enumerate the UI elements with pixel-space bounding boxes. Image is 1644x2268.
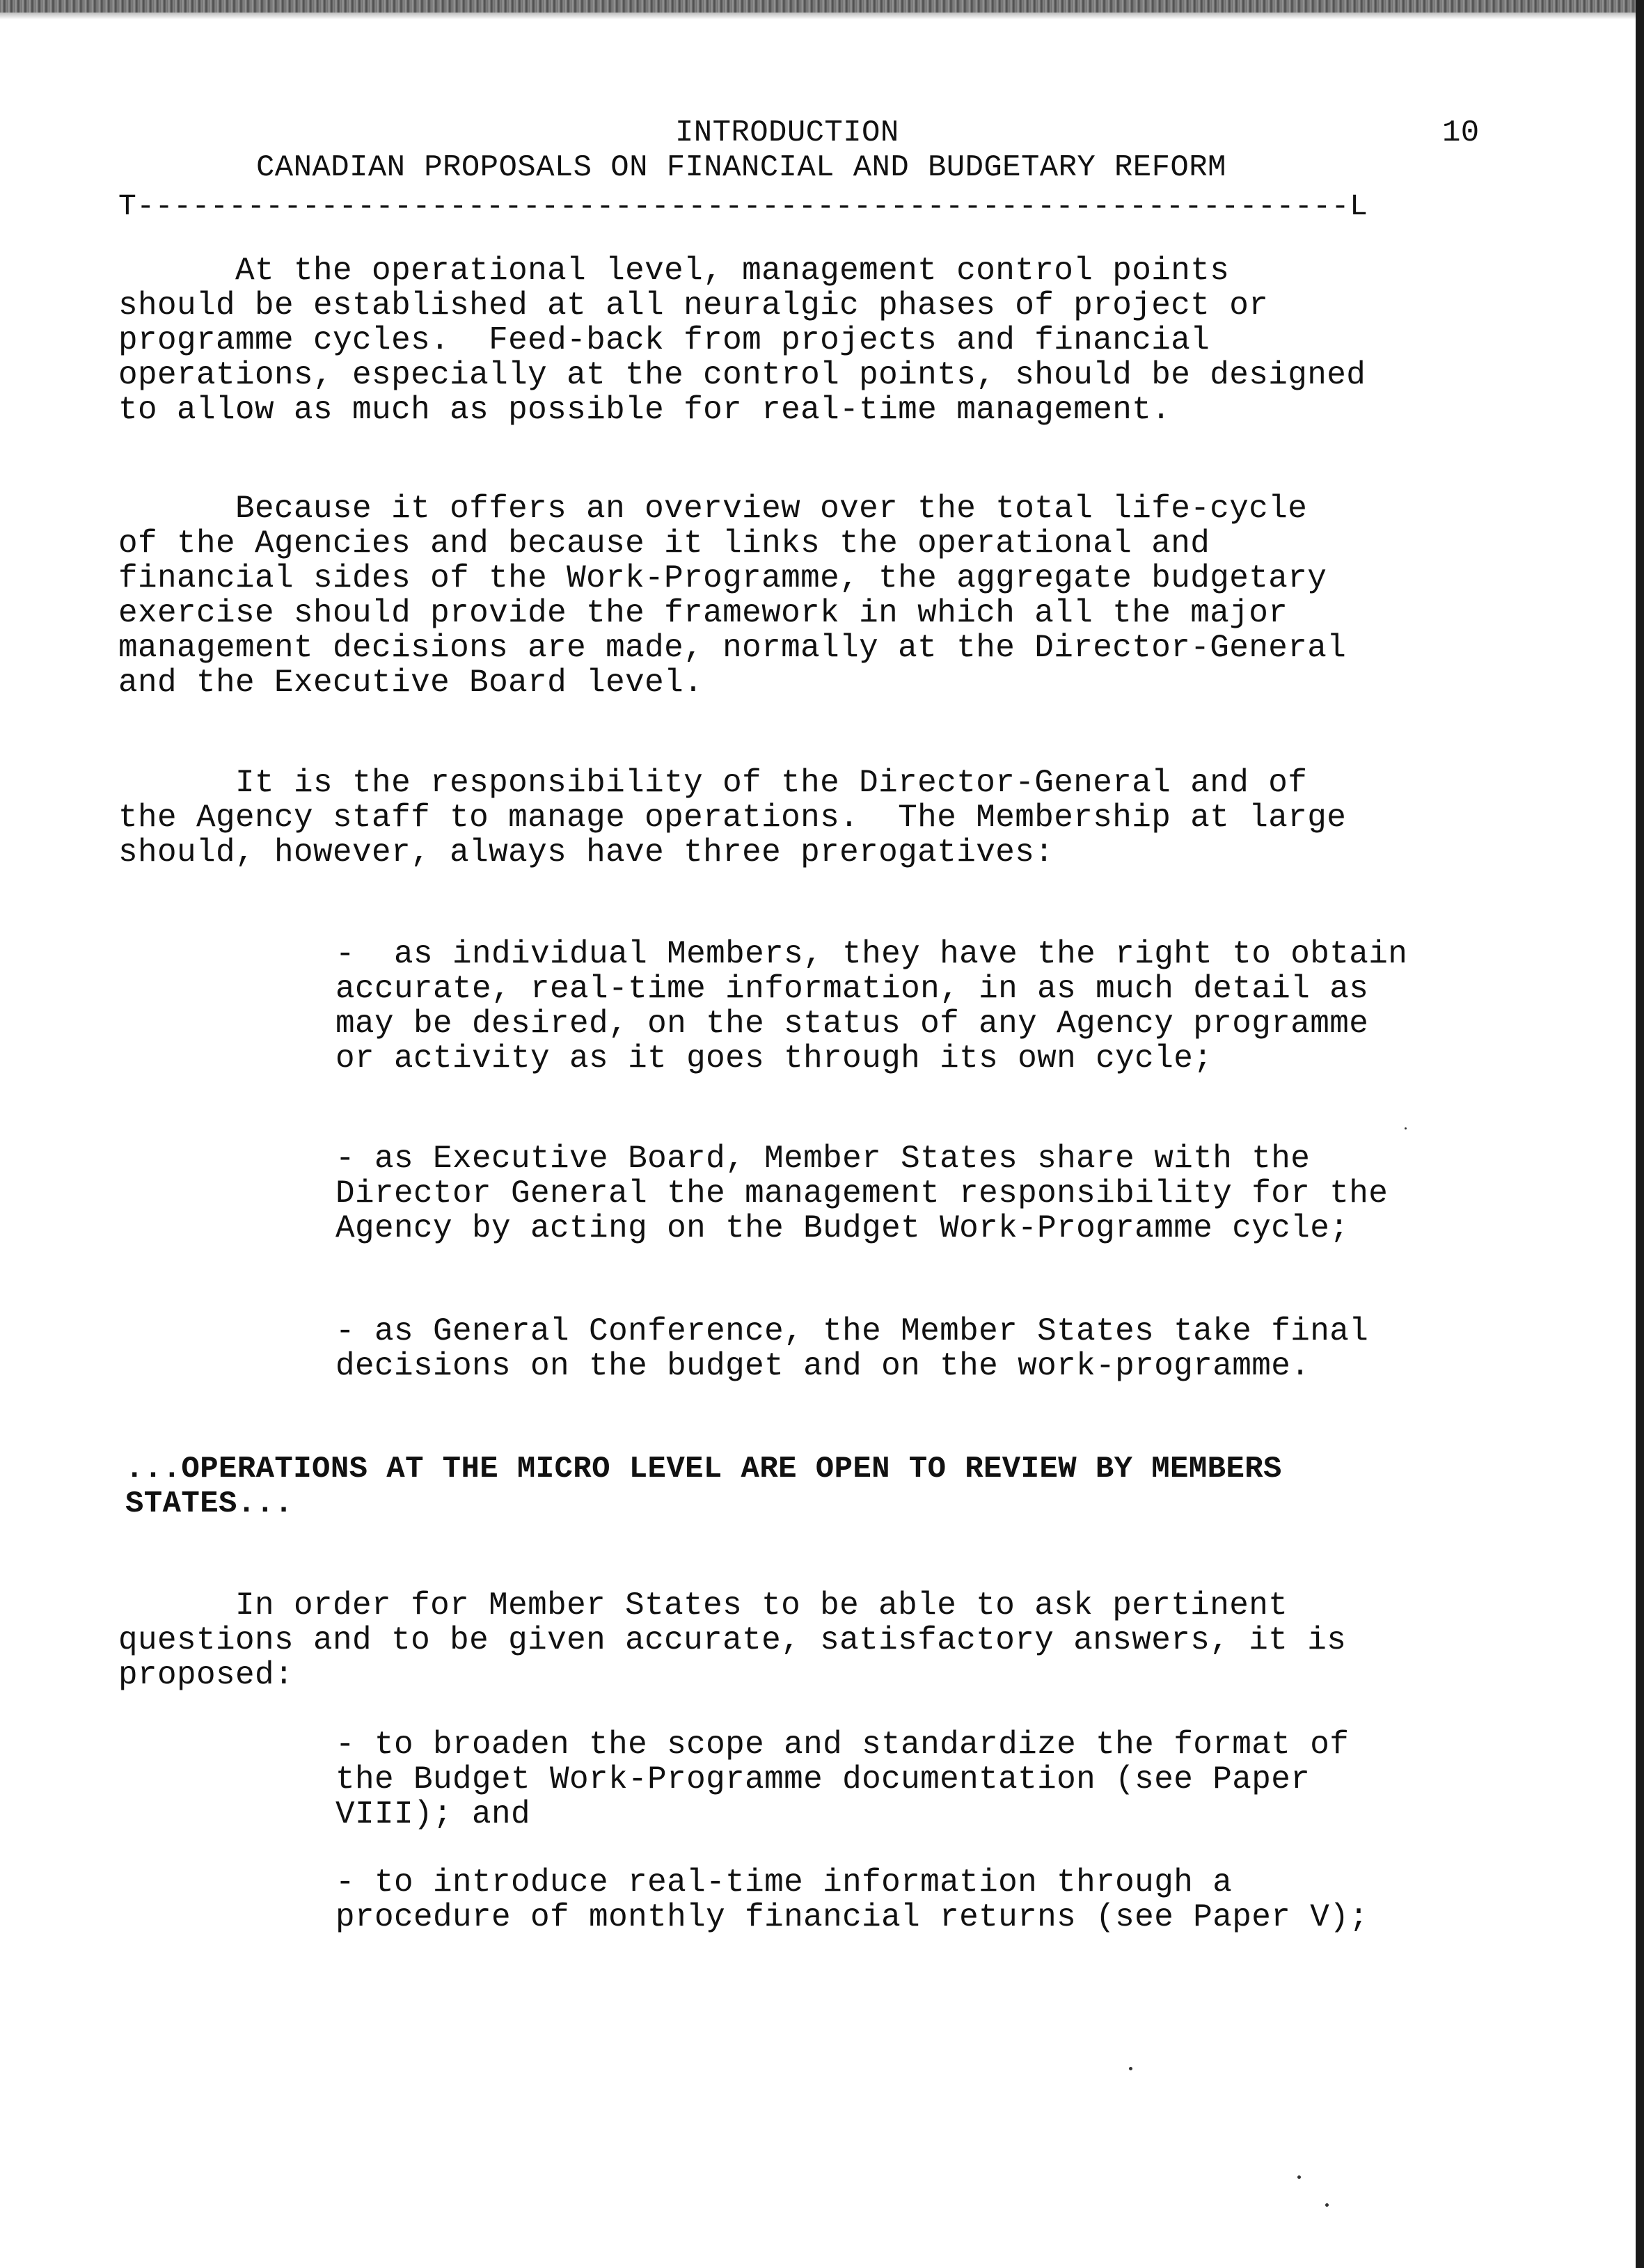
text-line: At the operational level, management control points <box>118 253 1230 289</box>
text-line: accurate, real-time information, in as much detail as <box>335 971 1369 1007</box>
text-line: or activity as it goes through its own cycle; <box>335 1040 1213 1077</box>
scan-speck <box>1325 2203 1329 2207</box>
text-line: the Budget Work-Programme documentation (see Paper <box>335 1761 1311 1798</box>
text-line: operations, especially at the control points, should be designed <box>118 357 1366 393</box>
scan-speck <box>1297 2175 1301 2179</box>
text-line: questions and to be given accurate, satisfactory answers, it is <box>118 1622 1347 1658</box>
text-line: - to introduce real-time information through a <box>335 1864 1233 1901</box>
text-line: In order for Member States to be able to ask pertinent <box>118 1587 1288 1624</box>
text-line: may be desired, on the status of any Agency programme <box>335 1006 1369 1042</box>
page-subtitle: CANADIAN PROPOSALS ON FINANCIAL AND BUDGETARY REFORM <box>256 150 1226 185</box>
header-rule: T------------------------------------------------------------------L <box>118 189 1368 223</box>
text-line: - to broaden the scope and standardize the format of <box>335 1727 1350 1763</box>
text-line: procedure of monthly financial returns (see Paper V); <box>335 1899 1369 1935</box>
text-line: decisions on the budget and on the work-programme. <box>335 1348 1311 1384</box>
page-title: INTRODUCTION <box>675 116 899 150</box>
text-line: should, however, always have three prerogatives: <box>118 834 1054 871</box>
text-line: of the Agencies and because it links the operational and <box>118 525 1210 562</box>
text-line: VIII); and <box>335 1796 531 1832</box>
text-line: programme cycles. Feed-back from projects and financial <box>118 322 1210 358</box>
text-line: proposed: <box>118 1657 294 1693</box>
heading-line: STATES... <box>125 1486 294 1521</box>
text-line: management decisions are made, normally at the Director-General <box>118 630 1347 666</box>
text-line: Director General the management responsibility for the <box>335 1175 1389 1212</box>
scan-speck <box>1405 1127 1407 1129</box>
text-line: Agency by acting on the Budget Work-Programme cycle; <box>335 1210 1350 1246</box>
text-line: - as Executive Board, Member States share with the <box>335 1141 1311 1177</box>
text-line: financial sides of the Work-Programme, the aggregate budgetary <box>118 560 1327 596</box>
text-line: to allow as much as possible for real-time management. <box>118 392 1171 428</box>
text-line: should be established at all neuralgic phases of project or <box>118 287 1269 324</box>
text-line: exercise should provide the framework in which all the major <box>118 595 1288 631</box>
page-number: 10 <box>1442 116 1480 150</box>
text-line: the Agency staff to manage operations. The Membership at large <box>118 800 1347 836</box>
text-line: and the Executive Board level. <box>118 665 704 701</box>
text-line: - as General Conference, the Member States take final <box>335 1313 1369 1349</box>
heading-line: ...OPERATIONS AT THE MICRO LEVEL ARE OPEN TO REVIEW BY MEMBERS <box>125 1452 1282 1486</box>
text-line: It is the responsibility of the Director-General and of <box>118 765 1308 801</box>
scan-speck <box>1129 2067 1132 2070</box>
text-line: - as individual Members, they have the right to obtain <box>335 936 1408 972</box>
text-line: Because it offers an overview over the total life-cycle <box>118 491 1308 527</box>
